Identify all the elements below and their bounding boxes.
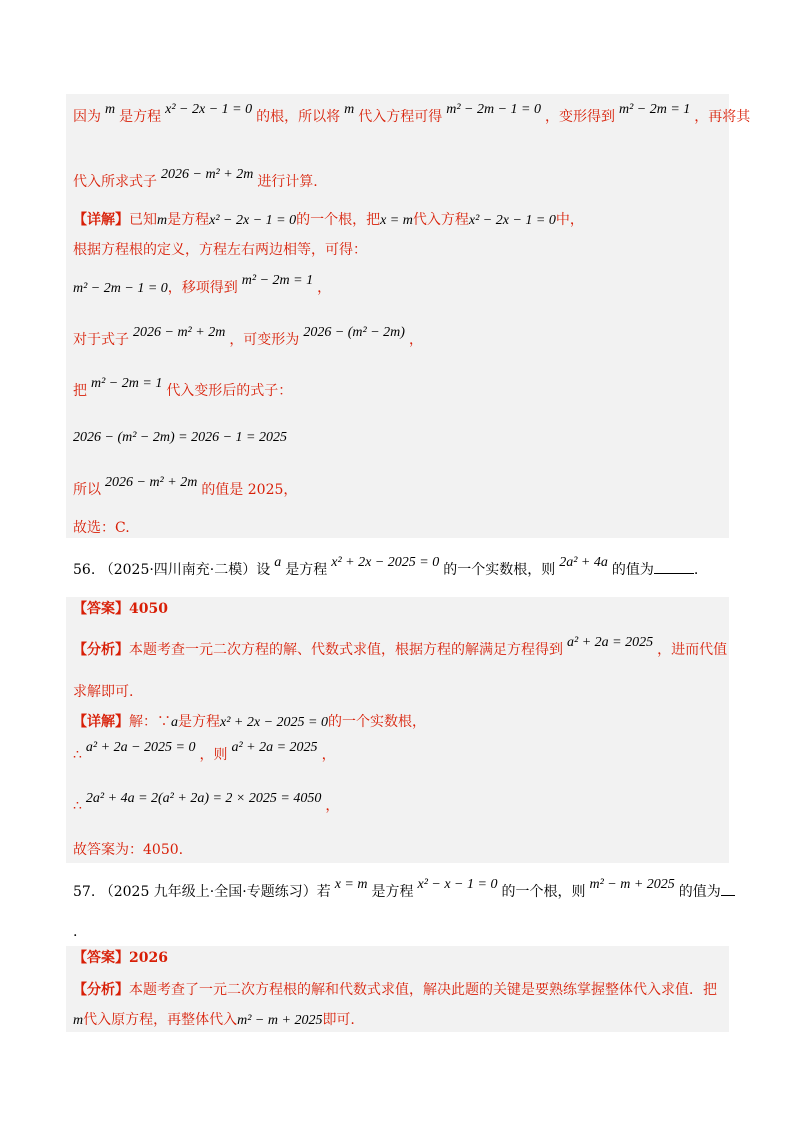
p55-detail-line-5: 把 m² − 2m = 1 代入变形后的式子： <box>73 376 293 399</box>
p55-detail-line-7: 所以 2026 − m² + 2m 的值是 2025， <box>73 475 298 498</box>
p56-detail-line-1: 【详解】解：∵a是方程x² + 2x − 2025 = 0的一个实数根， <box>73 714 426 730</box>
question-56: 56. （2025·四川南充·二模）设 a 是方程 x² + 2x − 2025 = 0 的一个实数根，则 2a² + 4a 的值为 . <box>73 555 699 578</box>
p55-detail-line-2: 根据方程根的定义，方程左右两边相等，可得： <box>73 242 367 258</box>
p56-detail-line-3: ∴ 2a² + 4a = 2(a² + 2a) = 2 × 2025 = 4050 ， <box>73 791 340 814</box>
p55-detail-line-1: 【详解】已知m是方程x² − 2x − 1 = 0的一个根，把x = m代入方程x² − 2x − 1 = 0中， <box>73 212 584 228</box>
question-57: 57. （2025 九年级上·全国·专题练习）若 x = m 是方程 x² − x − 1 = 0 的一个根，则 m² − m + 2025 的值为 <box>73 882 735 903</box>
p56-final-answer: 故答案为：4050. <box>73 842 184 858</box>
p55-detail-line-3: m² − 2m − 1 = 0，移项得到 m² − 2m = 1 ， <box>73 273 332 296</box>
p55-detail-line-6: 2026 − (m² − 2m) = 2026 − 1 = 2025 <box>73 430 287 445</box>
question-57-period: . <box>73 924 78 940</box>
solution-55-block <box>66 94 729 538</box>
p56-analysis-line-1: 【分析】本题考查一元二次方程的解、代数式求值，根据方程的解满足方程得到 a² + 2a = 2025 ，进而代值 <box>73 635 728 658</box>
p56-analysis-line-2: 求解即可. <box>73 684 134 700</box>
p57-answer: 【答案】2026 <box>73 950 168 966</box>
p55-detail-line-4: 对于式子 2026 − m² + 2m ，可变形为 2026 − (m² − 2m) ， <box>73 325 423 348</box>
answer-blank <box>654 573 694 574</box>
p55-final-choice: 故选：C. <box>73 520 130 536</box>
answer-blank <box>721 895 735 896</box>
p55-analysis-line-2: 代入所求式子 2026 − m² + 2m 进行计算. <box>73 167 318 190</box>
p56-answer: 【答案】4050 <box>73 601 168 617</box>
p55-analysis-line-1: 因为 m 是方程 x² − 2x − 1 = 0 的根，所以将 m 代入方程可得 m² − 2m − 1 = 0 ，变形得到 m² − 2m = 1 ，再将其 <box>73 102 751 125</box>
p57-analysis-line-1: 【分析】本题考查了一元二次方程根的解和代数式求值，解决此题的关键是要熟练掌握整体代入求值．把 <box>73 982 717 998</box>
p57-analysis-line-2: m代入原方程，再整体代入m² − m + 2025即可. <box>73 1012 355 1028</box>
p56-detail-line-2: ∴ a² + 2a − 2025 = 0 ，则 a² + 2a = 2025 ， <box>73 740 336 763</box>
